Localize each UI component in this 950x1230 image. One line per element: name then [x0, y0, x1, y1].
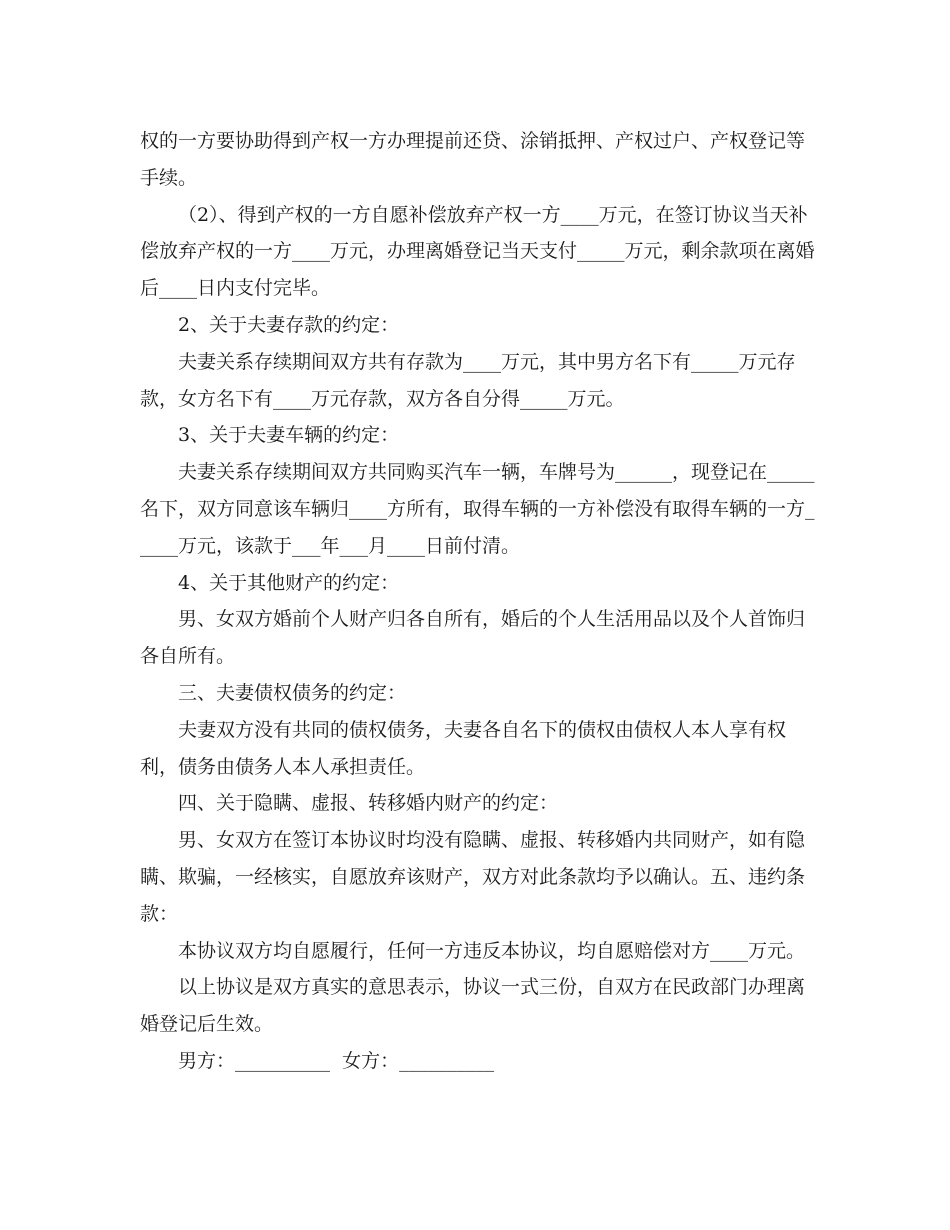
heading-vehicle: 3、关于夫妻车辆的约定： [178, 424, 400, 447]
document-body [140, 123, 816, 1080]
paragraph-debts: 夫妻双方没有共同的债权债务，夫妻各自名下的债权由债权人本人享有权利，债务由债务人本人承担责任。 [140, 718, 787, 778]
paragraph-breach: 本协议双方均自愿履行，任何一方违反本协议，均自愿赔偿对方____万元。 [178, 939, 806, 962]
paragraph-effectiveness: 以上协议是双方真实的意思表示，协议一式三份，自双方在民政部门办理离婚登记后生效。 [140, 976, 806, 1036]
paragraph-property-procedures: 权的一方要协助得到产权一方办理提前还贷、涂销抵押、产权过户、产权登记等手续。 [140, 130, 806, 189]
signature-line: 男方：__________ 女方：__________ [178, 1049, 495, 1072]
paragraph-concealment: 男、女双方在签订本协议时均没有隐瞒、虚报、转移婚内共同财产，如有隐瞒、欺骗，一经核实，自愿放弃该财产，双方对此条款均予以确认。五、违约条款： [140, 829, 806, 925]
paragraph-property-compensation: （2）、得到产权的一方自愿补偿放弃产权一方____万元，在签订协议当天补偿放弃产权的一方____万元，办理离婚登记当天支付_____万元，剩余款项在离婚后____日内支付完毕。 [140, 203, 815, 300]
heading-debts: 三、夫妻债权债务的约定： [178, 681, 407, 704]
heading-savings: 2、关于夫妻存款的约定： [178, 313, 400, 336]
paragraph-other-property: 男、女双方婚前个人财产归各自所有，婚后的个人生活用品以及个人首饰归各自所有。 [140, 608, 806, 668]
heading-concealment: 四、关于隐瞒、虚报、转移婚内财产的约定： [178, 792, 559, 815]
heading-other-property: 4、关于其他财产的约定： [178, 571, 400, 594]
paragraph-vehicle: 夫妻关系存续期间双方共同购买汽车一辆，车牌号为______，现登记在_____名下，双方同意该车辆归____方所有，取得车辆的一方补偿没有取得车辆的一方_____万元，该款于___年___月____日前付清。 [140, 461, 815, 557]
paragraph-savings: 夫妻关系存续期间双方共有存款为____万元，其中男方名下有_____万元存款，女方名下有____万元存款，双方各自分得_____万元。 [140, 350, 796, 410]
